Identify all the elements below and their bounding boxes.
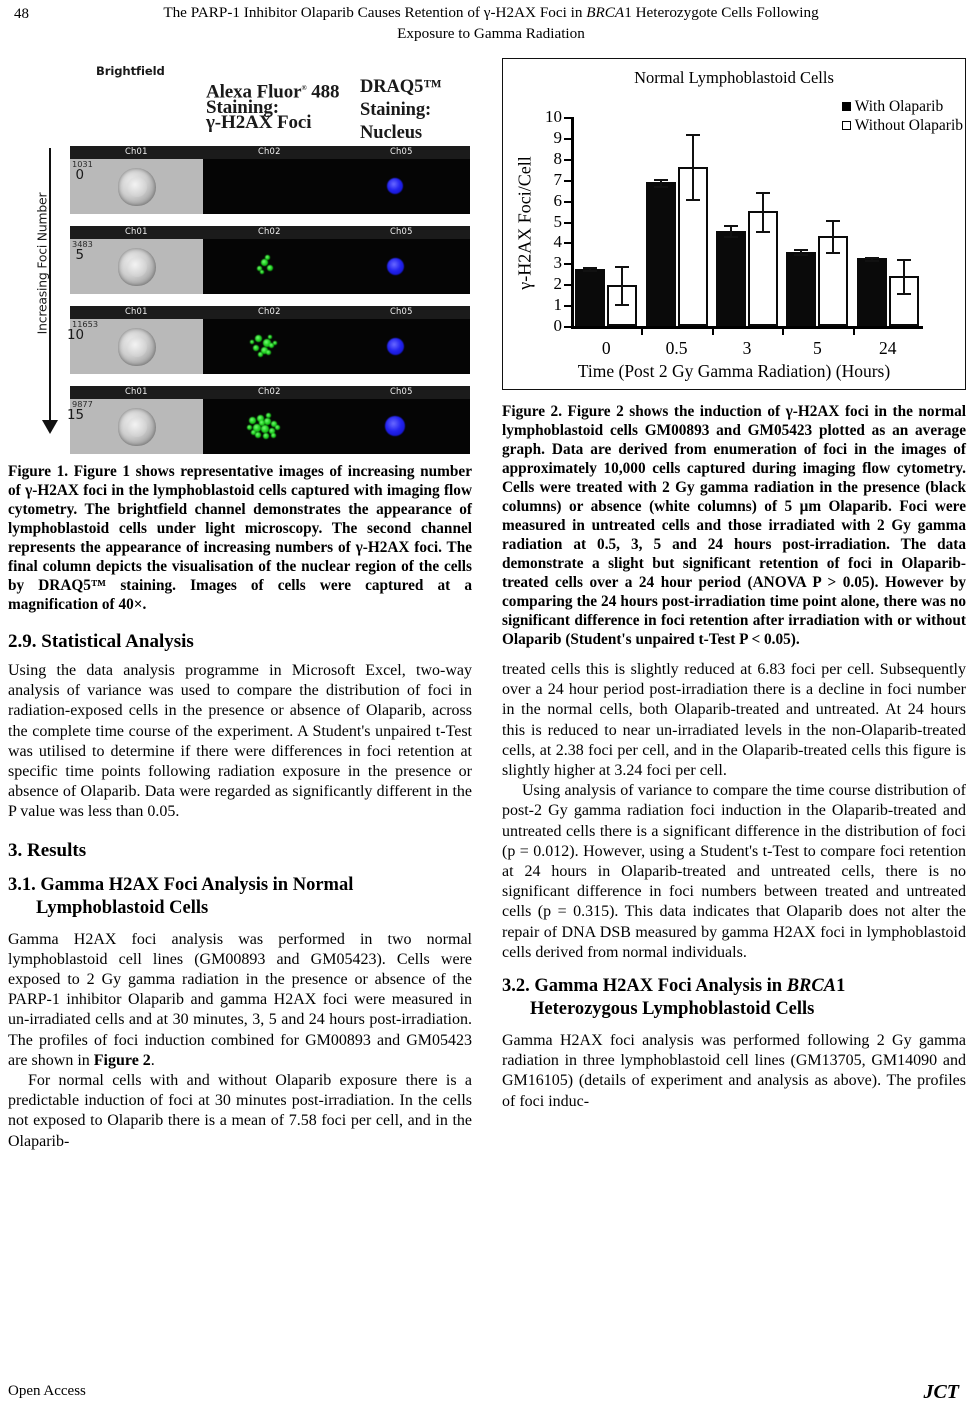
foci-dot	[265, 255, 270, 260]
brightfield-cell-image	[118, 328, 156, 366]
chart-bar	[716, 231, 746, 327]
running-head-line1a: The PARP-1 Inhibitor Olaparib Causes Retention of γ-H2AX Foci in	[163, 4, 587, 21]
y-axis-tick	[564, 305, 571, 307]
error-bar-cap	[794, 254, 808, 256]
foci-dot	[261, 425, 269, 433]
channel-label-ch01: Ch01	[125, 306, 148, 316]
y-axis-tick	[564, 138, 571, 140]
y-axis-tick	[564, 222, 571, 224]
nucleus-dot	[387, 178, 403, 194]
foci-dot	[273, 341, 277, 345]
error-bar	[832, 220, 834, 252]
heading-3-1-line1: 3.1. Gamma H2AX Foci Analysis in Normal	[8, 874, 354, 895]
x-axis-tick-label: 3	[742, 338, 752, 358]
brightfield-cell-image	[118, 248, 156, 286]
foci-dot	[266, 413, 271, 418]
chart-bar	[857, 258, 887, 326]
chart-x-axis	[571, 326, 923, 329]
y-axis-tick-label: 0	[553, 316, 562, 335]
figure-1-panel-row	[70, 146, 470, 214]
heading-3-1-line2: Lymphoblastoid Cells	[36, 897, 209, 918]
registered-mark-icon: ®	[301, 84, 307, 92]
y-axis-tick	[564, 159, 571, 161]
foci-dot	[259, 420, 265, 426]
chart-x-axis-label: Time (Post 2 Gy Gamma Radiation) (Hours)	[577, 361, 891, 381]
object-id-label: 1031	[72, 159, 93, 169]
foci-dot	[275, 425, 280, 430]
chart-plot-area	[514, 107, 923, 358]
running-head-italic-brca: BRCA	[586, 4, 625, 21]
figure-1-header-alexa-line3: γ-H2AX Foci	[206, 112, 312, 134]
draq5-nucleus-tile	[337, 239, 470, 294]
figure-1-header-alexa	[206, 81, 340, 134]
channel-label-ch05: Ch05	[390, 226, 413, 236]
chart-title: Normal Lymphoblastoid Cells	[634, 68, 834, 87]
paragraph-right-a: treated cells this is slightly reduced at 6.83 foci per cell. Subsequently over a 24 hour period post-irradiation there is a decline in foci number in the normal cells, both Olaparib-treated and untreated. At 24 hours this is reduced to near un-irradiated levels in the non-Olaparib-treated cells, at 2.38 foci per cell, and in the Olaparib-treated cells this figure is slightly higher at 3.24 foci per cell.	[502, 661, 966, 780]
foci-dot	[251, 430, 256, 435]
channel-label-ch02: Ch02	[258, 146, 281, 156]
running-head-title	[96, 2, 886, 44]
nucleus-dot	[387, 338, 404, 355]
footer-open-access: Open Access	[8, 1383, 86, 1399]
x-axis-tick-label: 0	[601, 338, 611, 358]
figure-1-panel-row	[70, 386, 470, 454]
object-id-label: 3483	[72, 239, 93, 249]
error-bar-cap	[583, 267, 597, 269]
legend-swatch-filled-icon	[842, 102, 851, 111]
figure-1-header-draq5-line3: Nucleus	[360, 123, 422, 143]
channel-label-ch01: Ch01	[125, 386, 148, 396]
foci-dot	[260, 270, 264, 274]
x-axis-tick-label: 24	[879, 338, 897, 358]
y-axis-tick	[564, 326, 571, 328]
chart-bar	[646, 182, 676, 326]
left-column	[8, 58, 472, 1152]
error-bar-cap	[615, 266, 629, 268]
foci-dot	[249, 417, 256, 424]
foci-dot	[255, 335, 262, 342]
draq5-nucleus-tile	[337, 319, 470, 374]
chart-y-axis	[571, 117, 574, 329]
nucleus-dot	[387, 258, 404, 275]
foci-dot	[271, 433, 276, 438]
foci-dot	[253, 345, 259, 351]
foci-dot	[263, 433, 269, 439]
error-bar-cap	[826, 220, 840, 222]
y-axis-tick-label: 1	[553, 295, 562, 315]
error-bar-cap	[654, 179, 668, 181]
channel-label-ch02: Ch02	[258, 306, 281, 316]
error-bar	[762, 192, 764, 230]
x-axis-tick	[782, 329, 784, 335]
increasing-foci-arrow	[16, 148, 62, 444]
paragraph-3-1-b: For normal cells with and without Olaparib exposure there is a predictable induction of foci at 30 minutes post-irradiation. In the cells not exposed to Olaparib there is a mean of 7.58 foci per cell, and in the Olaparib-	[8, 1072, 472, 1150]
running-head	[0, 0, 969, 48]
running-head-line2: Exposure to Gamma Radiation	[397, 25, 585, 42]
brightfield-tile	[70, 159, 203, 214]
heading-3-2	[502, 975, 966, 1021]
foci-count-label: 15	[66, 408, 84, 423]
paragraph-right-b: Using analysis of variance to compare the time course distribution of post-2 Gy gamma radiation foci induction in the Olaparib-treated and untreated cells there is a significant difference in the distribution of foci (p = 0.012). However, using a Student's t-Test to compare foci retention at 24 hours in Olaparib-treated and untreated cells, there is no significant difference in foci numbers between treated and untreated cells (p = 0.315). This data indicates that Olaparib does not alter the repair of DNA DSB measured by gamma H2AX foci in lymphoblastoid cells derived from normal individuals.	[502, 782, 966, 961]
figure-1-panel-row	[70, 226, 470, 294]
heading-3-1	[8, 874, 472, 920]
panel-channel-header	[70, 226, 470, 239]
error-bar	[692, 134, 694, 199]
y-axis-tick-label: 5	[553, 211, 562, 231]
y-axis-tick	[564, 201, 571, 203]
paragraph-2-9-body: Using the data analysis programme in Microsoft Excel, two-way analysis of variance was used to compare the distribution of foci in radiation-exposed cells in the presence or absence of Olaparib, across the complete time course of the experiment. A Student's unpaired t-Test was utilised to determine if there were differences in foci retention at specific time points following radiation exposure in the presence or absence of Olaparib. Data were regarded as significantly different in the P value was less than 0.05.	[8, 662, 472, 821]
channel-label-ch01: Ch01	[125, 226, 148, 236]
x-axis-tick	[641, 329, 643, 335]
spacer	[502, 649, 966, 660]
heading-3-2-italic-brca: BRCA	[786, 976, 837, 997]
heading-3-results: 3. Results	[8, 839, 87, 861]
foci-count-label: 5	[75, 248, 84, 263]
figure-1-panel-row	[70, 306, 470, 374]
draq5-nucleus-tile	[337, 159, 470, 214]
foci-dot	[266, 350, 271, 355]
error-bar-cap	[826, 252, 840, 254]
error-bar-cap	[865, 260, 879, 262]
y-axis-tick-label: 3	[553, 253, 562, 273]
page-number: 48	[14, 6, 29, 22]
error-bar-cap	[686, 199, 700, 201]
y-axis-tick-label: 4	[553, 232, 562, 252]
foci-dot	[258, 352, 263, 357]
x-axis-tick-label: 5	[813, 338, 822, 358]
panel-channel-header	[70, 306, 470, 319]
error-bar-cap	[583, 270, 597, 272]
y-axis-tick-label: 10	[545, 107, 562, 126]
error-bar-cap	[615, 304, 629, 306]
foci-dot	[268, 335, 272, 339]
brightfield-cell-image	[118, 168, 156, 206]
figure-1-header-draq5-line1: DRAQ5™	[360, 77, 442, 97]
draq5-nucleus-tile	[337, 399, 470, 454]
chart-y-axis-label: γ-H2AX Foci/Cell	[514, 156, 535, 290]
legend-label-without-olaparib: Without Olaparib	[854, 117, 963, 134]
error-bar-cap	[865, 257, 879, 259]
figure-2-reference: Figure 2	[93, 1051, 151, 1069]
heading-3-2-line1: 3.2. Gamma H2AX Foci Analysis in BRCA1	[502, 976, 846, 997]
figure-1-header-alexa-488: 488	[306, 81, 340, 103]
object-id-label: 11653	[72, 319, 99, 329]
channel-label-ch05: Ch05	[390, 146, 413, 156]
y-axis-tick	[564, 284, 571, 286]
arrow-down-icon	[42, 420, 58, 434]
y-axis-tick	[564, 263, 571, 265]
channel-label-ch05: Ch05	[390, 386, 413, 396]
x-axis-tick-label: 0.5	[665, 338, 688, 358]
alexa488-foci-tile	[203, 239, 337, 294]
error-bar-cap	[794, 249, 808, 251]
brightfield-cell-image	[118, 408, 156, 446]
foci-dot	[250, 340, 254, 344]
channel-label-ch05: Ch05	[390, 306, 413, 316]
error-bar-cap	[897, 259, 911, 261]
heading-3-2-line2: Heterozygous Lymphoblastoid Cells	[530, 999, 815, 1020]
foci-dot	[264, 418, 271, 425]
y-axis-tick	[564, 180, 571, 182]
error-bar	[903, 259, 905, 293]
figure-1-header-brightfield: Brightfield	[96, 64, 165, 78]
y-axis-tick	[564, 117, 571, 119]
error-bar-cap	[756, 192, 770, 194]
object-id-label: 9877	[72, 399, 93, 409]
error-bar-cap	[686, 134, 700, 136]
right-column	[502, 58, 966, 1112]
x-axis-tick	[712, 329, 714, 335]
footer-journal-abbrev: JCT	[923, 1381, 959, 1403]
alexa488-foci-tile	[203, 319, 337, 374]
running-head-line1b: 1 Heterozygote Cells Following	[624, 4, 819, 21]
panel-channel-header	[70, 146, 470, 159]
error-bar-cap	[724, 236, 738, 238]
increasing-foci-label: Increasing Foci Number	[34, 192, 50, 335]
y-axis-tick-label: 9	[553, 127, 562, 147]
foci-dot	[267, 265, 273, 271]
y-axis-tick-label: 6	[553, 190, 562, 210]
legend-item-with-olaparib	[842, 97, 963, 116]
figure-2-chart	[502, 58, 966, 390]
error-bar-cap	[756, 231, 770, 233]
paragraph-right-c: Gamma H2AX foci analysis was performed following 2 Gy gamma radiation in three lymphoblastoid cell lines (GM13705, GM14090 and GM16105) (details of experiment and analysis as above). The profiles of foci induc-	[502, 1032, 966, 1110]
brightfield-tile	[70, 319, 203, 374]
brightfield-tile	[70, 239, 203, 294]
alexa488-foci-tile	[203, 159, 337, 214]
figure-1-image	[8, 58, 472, 450]
alexa488-foci-tile	[203, 399, 337, 454]
figure-1-header-draq5-line2: Staining:	[360, 100, 432, 120]
y-axis-tick-label: 7	[553, 169, 562, 189]
figure-1-caption: Figure 1. Figure 1 shows representative images of increasing number of γ-H2AX foci in the lymphoblastoid cells captured with imaging flow cytometry. The brightfield channel demonstrates the appearance of lymphoblastoid cells under light microscopy. The second channel represents the appearance of increasing numbers of γ-H2AX foci. The final column depicts the visualisation of the nuclear region of the cells by DRAQ5™ staining. Images of cells were captured at a magnification of 40×.	[8, 463, 472, 613]
error-bar	[621, 266, 623, 305]
foci-dot	[247, 425, 252, 430]
legend-label-with-olaparib: With Olaparib	[854, 98, 944, 115]
channel-label-ch02: Ch02	[258, 226, 281, 236]
error-bar-cap	[897, 293, 911, 295]
y-axis-tick-label: 2	[553, 274, 562, 294]
chart-bar	[786, 252, 816, 326]
figure-2-caption: Figure 2. Figure 2 shows the induction of γ-H2AX foci in the normal lymphoblastoid cells GM00893 and GM05423 plotted as an average graph. Data are derived from enumeration of foci in the images of approximately 10,000 cells captured during imaging flow cytometry. Cells were treated with 2 Gy gamma radiation in the presence (black columns) or absence (white columns) of 5 μm Olaparib. Foci were measured in untreated cells and those irradiated with 2 Gy gamma radiation at 0.5, 3, 5 and 24 hours post-irradiation. The data demonstrate a slight but significant retention of foci in Olaparib-treated cells over a 24 hour period (ANOVA P > 0.05). However by comparing the 24 hours post-irradiation time point alone, there was no significant difference in foci retention after irradiation with or without Olaparib (Student's unpaired t-Test P < 0.05).	[502, 403, 966, 648]
y-axis-tick	[564, 242, 571, 244]
figure-1-header-alexa-line2: Staining:	[206, 96, 280, 118]
chart-bar	[575, 269, 605, 326]
brightfield-tile	[70, 399, 203, 454]
panel-channel-header	[70, 386, 470, 399]
foci-count-label: 0	[75, 168, 84, 183]
arrow-shaft	[49, 148, 51, 426]
foci-count-label: 10	[66, 328, 84, 343]
channel-label-ch01: Ch01	[125, 146, 148, 156]
x-axis-tick	[853, 329, 855, 335]
error-bar-cap	[724, 225, 738, 227]
heading-2-9-statistical-analysis: 2.9. Statistical Analysis	[8, 631, 194, 652]
error-bar-cap	[654, 186, 668, 188]
paragraph-3-1-a: Gamma H2AX foci analysis was performed in two normal lymphoblastoid cell lines (GM00893 and GM05423). Cells were exposed to 2 Gy gamma radiation in the presence or absence of the PARP-1 inhibitor Olaparib and gamma H2AX foci were measured in un-irradiated cells and at 30 minutes, 3, 5 and 24 hours post-irradiation. The profiles of foci induction combined for GM00893 and GM05423 are shown in Figure 2.	[8, 930, 472, 1069]
figure-1-header-alexa-line1: Alexa Fluor	[206, 81, 302, 103]
nucleus-dot	[385, 416, 405, 436]
channel-label-ch02: Ch02	[258, 386, 281, 396]
y-axis-tick-label: 8	[553, 148, 562, 168]
figure-1-header-draq5	[360, 76, 442, 145]
figure-1-column-headers	[8, 64, 472, 143]
